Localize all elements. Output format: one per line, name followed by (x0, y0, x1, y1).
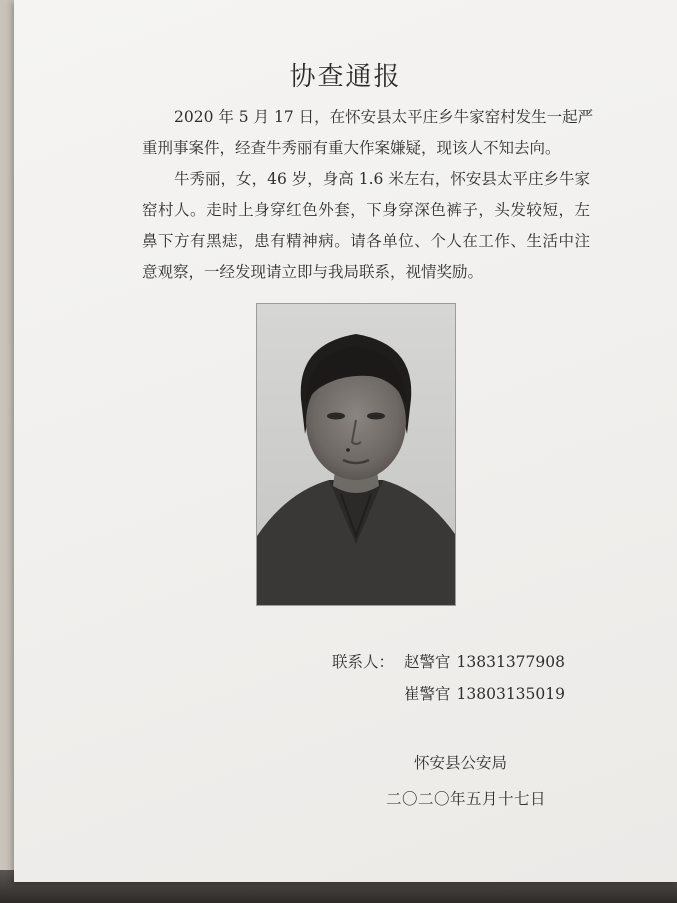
notice-title: 协查通报 (289, 62, 402, 92)
issue-date: 二〇二〇年五月十七日 (386, 790, 547, 808)
contact-name: 崔警官 (404, 685, 451, 703)
paragraph-line: 意观察，一经发现请立即与我局联系，视情奖励。 (142, 263, 484, 281)
issuing-authority: 怀安县公安局 (414, 754, 508, 772)
contact-list (332, 646, 592, 710)
contact-name: 赵警官 (404, 653, 451, 671)
paragraph-line: 牛秀丽，女，46 岁，身高 1.6 米左右，怀安县太平庄乡牛家 (174, 170, 590, 188)
paragraph-line: 鼻下方有黑痣，患有精神病。请各单位、个人在工作、生活中注 (142, 232, 590, 250)
paragraph-line: 2020 年 5 月 17 日，在怀安县太平庄乡牛家窑村发生一起严 (174, 108, 594, 126)
paragraph-description (142, 164, 590, 288)
contact-row (332, 678, 592, 710)
notice-paper (14, 0, 677, 882)
contact-row (332, 646, 592, 678)
suspect-photo (256, 303, 456, 606)
contact-label: 联系人： (332, 653, 395, 671)
contact-phone: 13831377908 (456, 653, 565, 671)
paragraph-line: 窑村人。走时上身穿红色外套，下身穿深色裤子，头发较短，左 (142, 201, 590, 219)
paragraph-incident (142, 102, 594, 164)
contact-phone: 13803135019 (456, 685, 565, 703)
paragraph-line: 重刑事案件，经查牛秀丽有重大作案嫌疑，现该人不知去向。 (142, 139, 561, 157)
